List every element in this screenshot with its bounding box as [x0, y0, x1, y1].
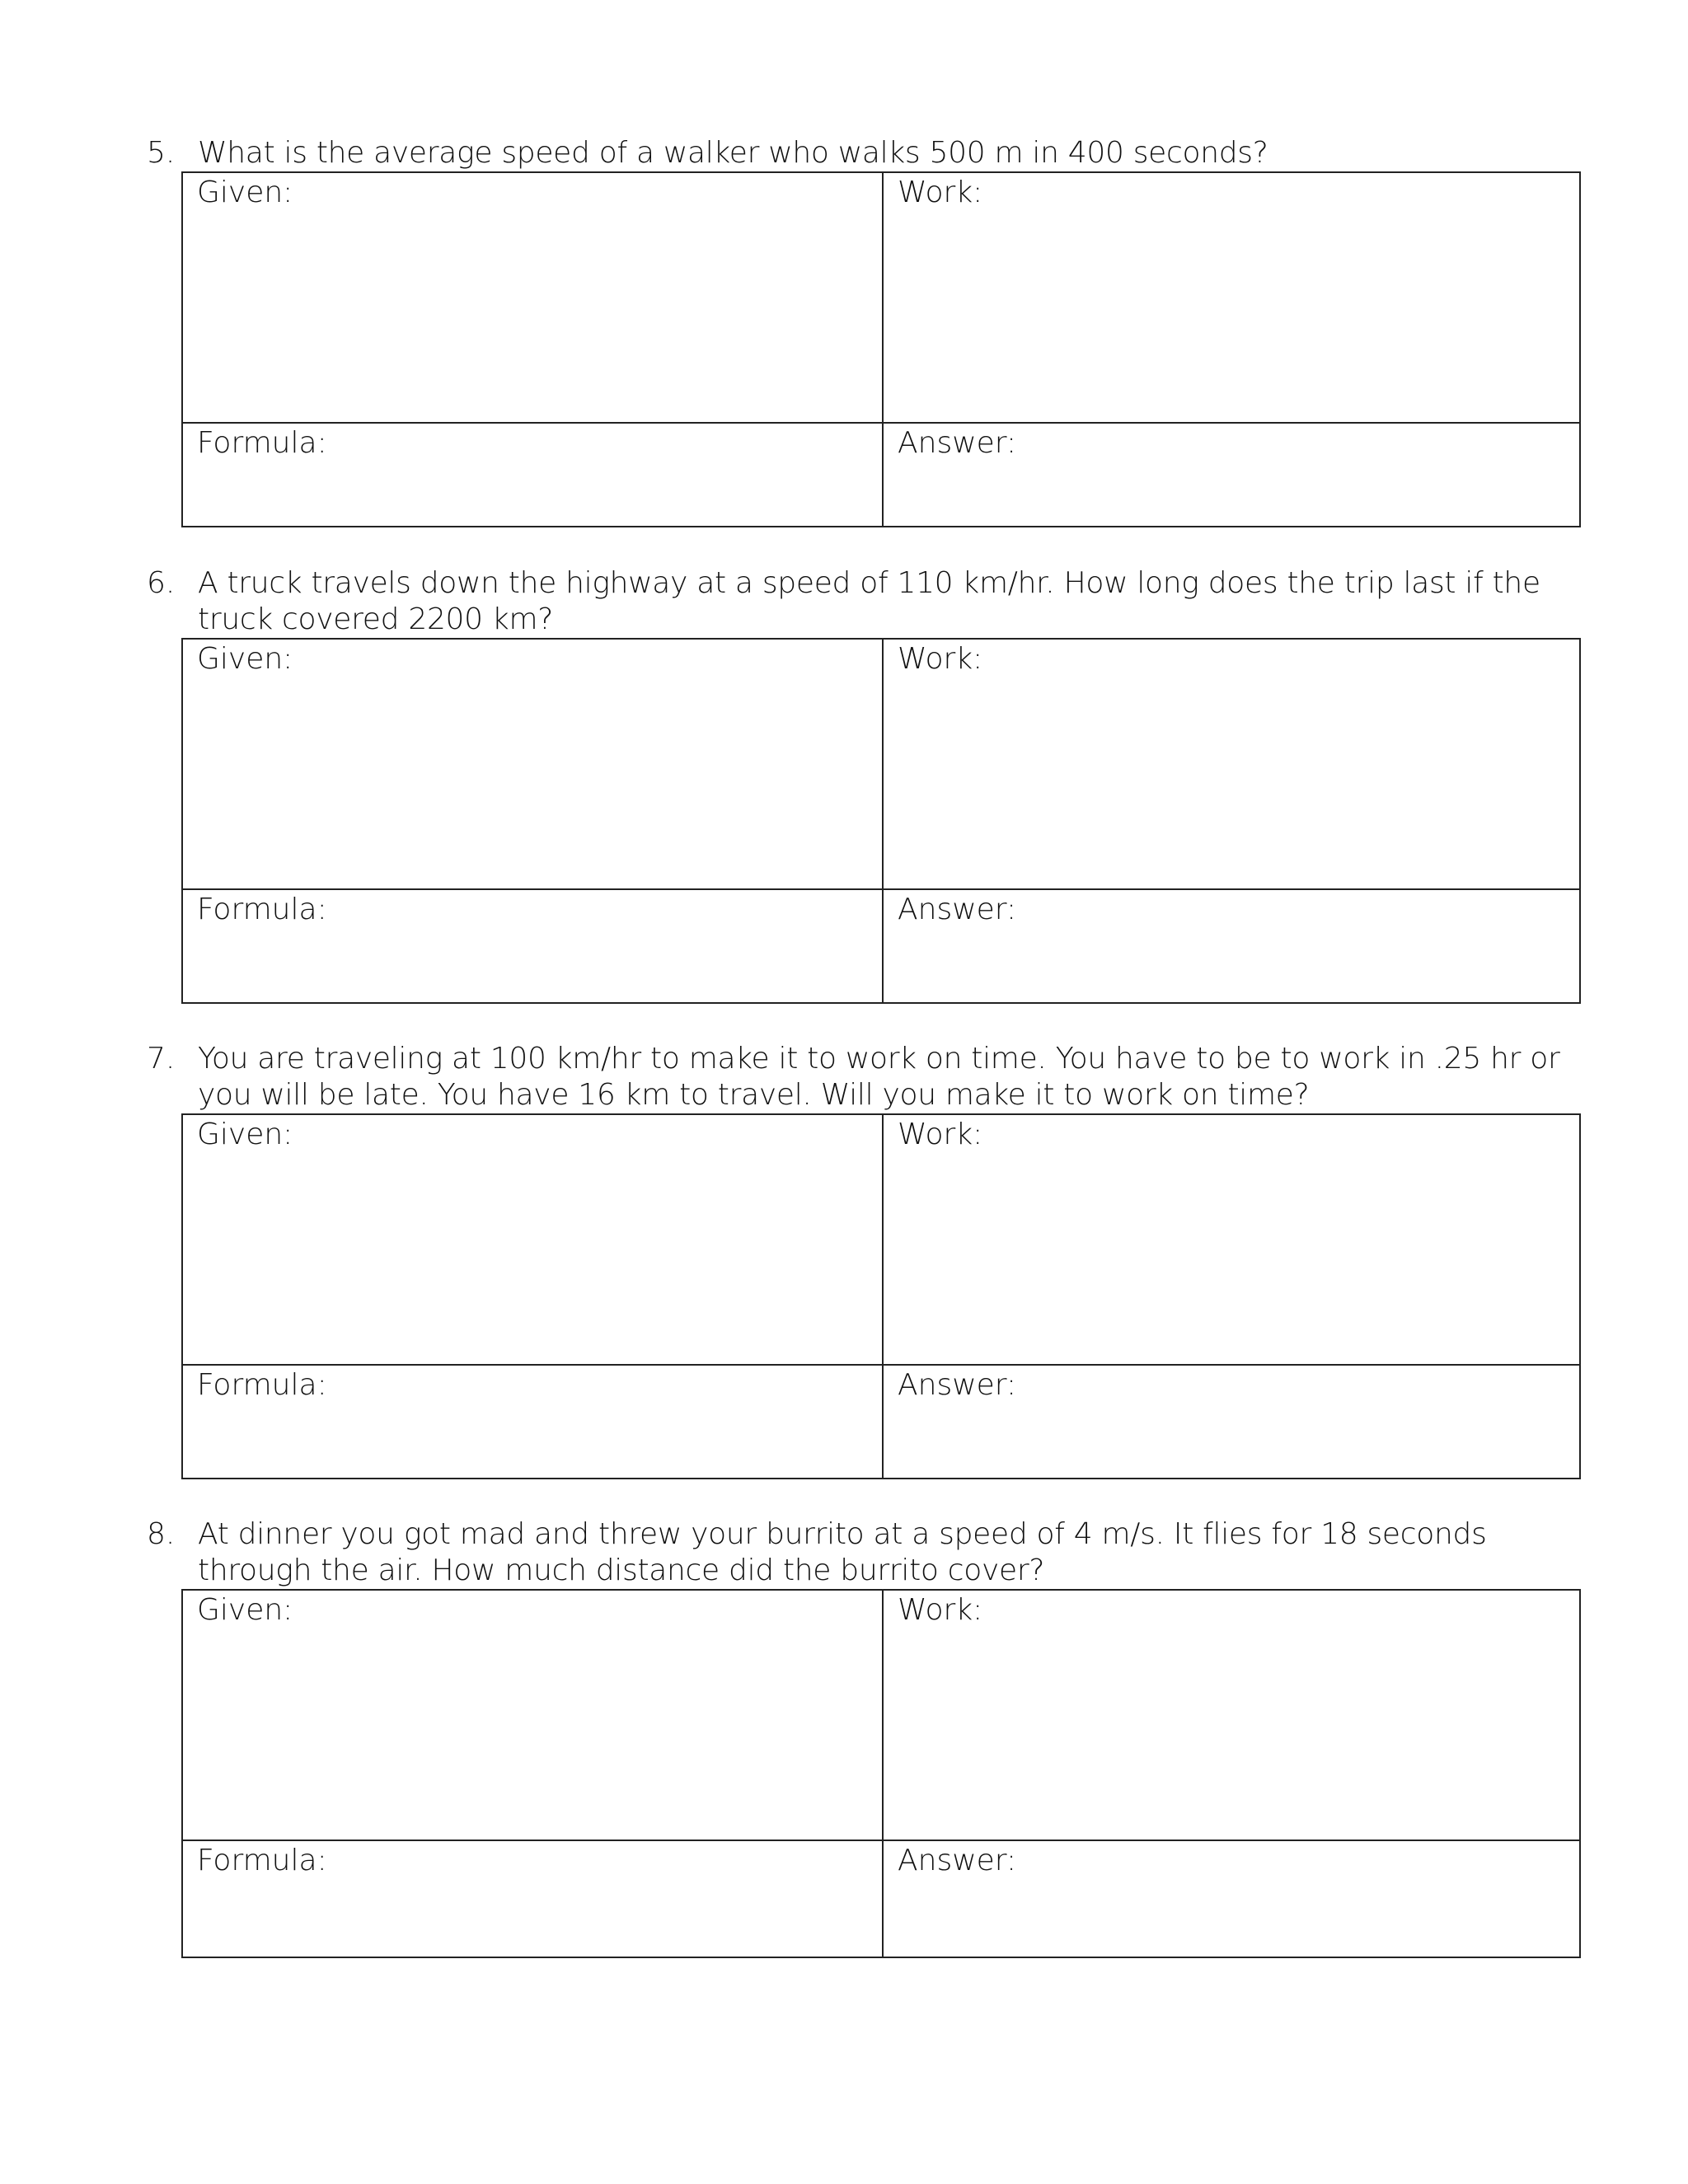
- work-cell[interactable]: [884, 173, 1581, 422]
- formula-cell[interactable]: [183, 1841, 882, 1957]
- formula-label: Formula:: [197, 1368, 327, 1402]
- formula-label: Formula:: [197, 893, 327, 926]
- answer-cell[interactable]: [884, 1841, 1581, 1957]
- work-label: Work:: [898, 176, 983, 209]
- question-text: You are traveling at 100 km/hr to make it to work on time. You have to be to work in .25 hr or you will be late. You have 16 km to travel. Will you make it to work on time?: [198, 1042, 1560, 1112]
- question-text: At dinner you got mad and threw your burrito at a speed of 4 m/s. It flies for 18 seconds through the air. How much distance did the burrito cover?: [198, 1517, 1487, 1587]
- answer-label: Answer:: [898, 893, 1017, 926]
- answer-grid: [181, 638, 1581, 1004]
- work-cell[interactable]: [884, 1591, 1581, 1840]
- question-text: What is the average speed of a walker who walks 500 m in 400 seconds?: [198, 136, 1268, 170]
- formula-label: Formula:: [197, 426, 327, 460]
- question-text: A truck travels down the highway at a speed of 110 km/hr. How long does the trip last if the truck covered 2200 km?: [198, 566, 1540, 636]
- given-label: Given:: [197, 176, 293, 209]
- formula-cell[interactable]: [183, 424, 882, 526]
- answer-grid: [181, 1113, 1581, 1479]
- formula-cell[interactable]: [183, 890, 882, 1002]
- question-number: 5.: [147, 136, 176, 170]
- answer-label: Answer:: [898, 426, 1017, 460]
- answer-label: Answer:: [898, 1844, 1017, 1877]
- work-label: Work:: [898, 1593, 983, 1627]
- answer-label: Answer:: [898, 1368, 1017, 1402]
- given-label: Given:: [197, 1118, 293, 1151]
- given-cell[interactable]: [183, 1115, 882, 1364]
- given-label: Given:: [197, 642, 293, 676]
- formula-label: Formula:: [197, 1844, 327, 1877]
- formula-cell[interactable]: [183, 1366, 882, 1478]
- answer-cell[interactable]: [884, 890, 1581, 1002]
- given-label: Given:: [197, 1593, 293, 1627]
- work-label: Work:: [898, 1118, 983, 1151]
- given-cell[interactable]: [183, 173, 882, 422]
- question-number: 7.: [147, 1042, 176, 1076]
- work-cell[interactable]: [884, 1115, 1581, 1364]
- question-number: 6.: [147, 566, 176, 600]
- answer-grid: [181, 171, 1581, 527]
- work-label: Work:: [898, 642, 983, 676]
- answer-cell[interactable]: [884, 424, 1581, 526]
- answer-grid: [181, 1589, 1581, 1958]
- work-cell[interactable]: [884, 640, 1581, 888]
- given-cell[interactable]: [183, 1591, 882, 1840]
- question-number: 8.: [147, 1517, 176, 1551]
- answer-cell[interactable]: [884, 1366, 1581, 1478]
- given-cell[interactable]: [183, 640, 882, 888]
